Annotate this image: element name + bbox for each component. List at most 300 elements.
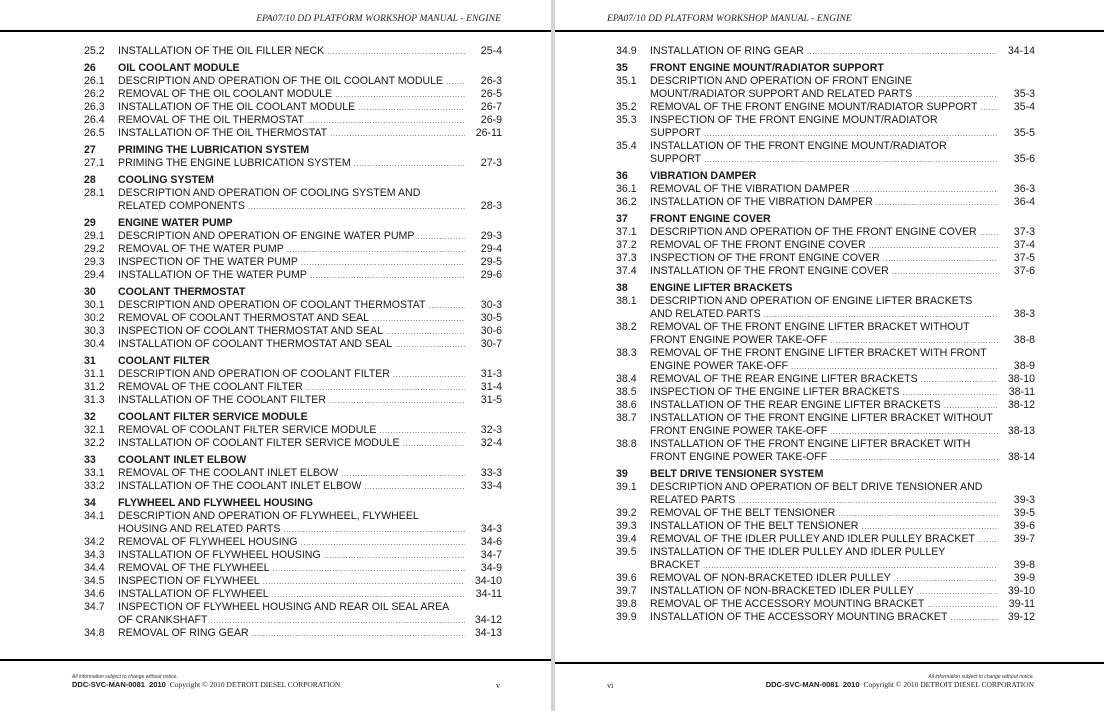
doc-year: 2010 (149, 680, 166, 689)
entry-number: 26.2 (84, 88, 105, 100)
entry-number: 34.8 (84, 627, 105, 639)
dot-leader (301, 536, 465, 549)
dot-leader (703, 559, 998, 572)
entry-page: 34-12 (474, 614, 502, 626)
dot-leader (978, 533, 998, 546)
toc-section-heading[interactable] (84, 62, 502, 75)
toc-entry[interactable] (84, 627, 502, 640)
entry-number: 38.8 (616, 438, 637, 450)
entry-title: REMOVAL OF THE OIL THERMOSTAT (118, 114, 304, 126)
entry-number: 34.2 (84, 536, 105, 548)
entry-page: 35-5 (1013, 127, 1035, 139)
entry-page: 26-9 (480, 114, 502, 126)
toc-entry[interactable] (84, 88, 502, 101)
entry-page: 28-3 (480, 200, 502, 212)
entry-number: 36.2 (616, 196, 637, 208)
section-number: 35 (616, 62, 628, 74)
entry-page: 38-11 (1008, 386, 1035, 398)
entry-title: HOUSING AND RELATED PARTS (118, 523, 281, 535)
entry-title: REMOVAL OF COOLANT FILTER SERVICE MODULE (118, 424, 377, 436)
entry-title: DESCRIPTION AND OPERATION OF COOLANT THERMOSTAT (118, 299, 426, 311)
entry-title: INSTALLATION OF THE OIL COOLANT MODULE (118, 101, 356, 113)
dot-leader (306, 381, 465, 394)
dot-leader (272, 562, 465, 575)
entry-number: 32.2 (84, 437, 105, 449)
copyright: Copyright © 2010 DETROIT DIESEL CORPORATION (169, 680, 341, 689)
dot-leader (869, 239, 998, 252)
dot-leader (830, 451, 998, 464)
dot-leader (395, 338, 465, 351)
toc-entry[interactable] (84, 562, 502, 575)
toc-entry[interactable] (616, 507, 1035, 520)
section-number: 33 (84, 454, 96, 466)
entry-page: 30-6 (480, 325, 502, 337)
toc-entry[interactable] (616, 520, 1035, 533)
dot-leader (386, 325, 465, 338)
entry-number: 38.6 (616, 399, 637, 411)
entry-title: REMOVAL OF THE OIL COOLANT MODULE (118, 88, 333, 100)
entry-title: INSTALLATION OF THE WATER PUMP (118, 269, 307, 281)
section-title: FRONT ENGINE MOUNT/RADIATOR SUPPORT (650, 62, 884, 74)
entry-number: 38.5 (616, 386, 637, 398)
entry-page: 35-4 (1013, 101, 1035, 113)
entry-title: INSTALLATION OF COOLANT FILTER SERVICE MODULE (118, 437, 400, 449)
entry-title: REMOVAL OF THE BELT TENSIONER (650, 507, 836, 519)
toc-section-heading[interactable] (84, 454, 502, 467)
entry-number: 29.3 (84, 256, 105, 268)
toc-entry[interactable] (616, 295, 1035, 321)
entry-title: INSPECTION OF THE FRONT ENGINE MOUNT/RADIATOR (650, 114, 938, 126)
toc-entry[interactable] (616, 533, 1035, 546)
entry-title: INSTALLATION OF FLYWHEEL HOUSING (118, 549, 321, 561)
toc-section-heading[interactable] (616, 213, 1035, 226)
entry-title: REMOVAL OF THE VIBRATION DAMPER (650, 183, 850, 195)
entry-number: 33.2 (84, 480, 105, 492)
entry-title: INSPECTION OF THE WATER PUMP (118, 256, 298, 268)
entry-title: REMOVAL OF THE COOLANT INLET ELBOW (118, 467, 339, 479)
toc-entry[interactable] (616, 226, 1035, 239)
entry-page: 38-3 (1013, 308, 1035, 320)
entry-page: 37-4 (1013, 239, 1035, 251)
entry-number: 37.2 (616, 239, 637, 251)
entry-title: MOUNT/RADIATOR SUPPORT AND RELATED PARTS (650, 88, 913, 100)
page-left (0, 0, 551, 711)
entry-number: 27.1 (84, 157, 105, 169)
dot-leader (393, 368, 465, 381)
entry-number: 34.4 (84, 562, 105, 574)
entry-page: 27-3 (480, 157, 502, 169)
entry-title: REMOVAL OF THE COOLANT FILTER (118, 381, 303, 393)
entry-page: 37-3 (1013, 226, 1035, 238)
dot-leader (791, 360, 998, 373)
entry-title: DESCRIPTION AND OPERATION OF THE OIL COOLANT MODULE (118, 75, 444, 87)
toc-entry[interactable] (84, 381, 502, 394)
toc-entry[interactable] (84, 243, 502, 256)
entry-page: 35-6 (1013, 153, 1035, 165)
entry-title: INSTALLATION OF THE REAR ENGINE LIFTER BRACKETS (650, 399, 941, 411)
entry-number: 31.2 (84, 381, 105, 393)
toc-entry[interactable] (616, 321, 1035, 347)
section-title: BELT DRIVE TENSIONER SYSTEM (650, 468, 824, 480)
dot-leader (704, 153, 998, 166)
dot-leader (428, 299, 465, 312)
page-number: vi (607, 681, 614, 690)
entry-title: REMOVAL OF THE FRONT ENGINE LIFTER BRACKET WITH FRONT (650, 347, 987, 359)
footer-notice: All information subject to change without notice. (72, 674, 178, 680)
entry-title: DESCRIPTION AND OPERATION OF THE FRONT ENGINE COVER (650, 226, 977, 238)
entry-number: 34.3 (84, 549, 105, 561)
toc-section-heading[interactable] (84, 174, 502, 187)
dot-leader (876, 196, 998, 209)
entry-number: 35.2 (616, 101, 637, 113)
toc-entry[interactable] (616, 546, 1035, 572)
section-title: COOLANT FILTER (118, 355, 210, 367)
entry-title: INSPECTION OF COOLANT THERMOSTAT AND SEAL (118, 325, 384, 337)
entry-page: 39-8 (1013, 559, 1035, 571)
entry-number: 35.4 (616, 140, 637, 152)
entry-page: 38-13 (1007, 425, 1035, 437)
section-title: FLYWHEEL AND FLYWHEEL HOUSING (118, 497, 314, 509)
entry-page: 34-3 (480, 523, 502, 535)
toc-entry[interactable] (616, 585, 1035, 598)
entry-title: FRONT ENGINE POWER TAKE-OFF (650, 425, 828, 437)
toc-entry[interactable] (84, 75, 502, 88)
entry-page: 35-3 (1013, 88, 1035, 100)
toc-list (84, 45, 502, 640)
entry-title: RELATED COMPONENTS (118, 200, 245, 212)
entry-number: 39.5 (616, 546, 637, 558)
toc-entry[interactable] (84, 588, 502, 601)
toc-entry[interactable] (84, 437, 502, 450)
entry-title: INSTALLATION OF THE FRONT ENGINE MOUNT/RADIATOR (650, 140, 947, 152)
toc-section-heading[interactable] (84, 411, 502, 424)
dot-leader (301, 256, 465, 269)
toc-entry[interactable] (84, 394, 502, 407)
toc-entry[interactable] (616, 598, 1035, 611)
entry-number: 34.9 (616, 45, 637, 57)
section-number: 30 (84, 286, 96, 298)
entry-number: 26.1 (84, 75, 105, 87)
dot-leader (921, 373, 998, 386)
entry-number: 39.6 (616, 572, 637, 584)
dot-leader (354, 157, 465, 170)
entry-title: INSPECTION OF FLYWHEEL (118, 575, 260, 587)
section-number: 38 (616, 282, 628, 294)
entry-title: PRIMING THE ENGINE LUBRICATION SYSTEM (118, 157, 351, 169)
toc-entry[interactable] (84, 325, 502, 338)
dot-leader (335, 88, 465, 101)
entry-title: REMOVAL OF THE ACCESSORY MOUNTING BRACKET (650, 598, 925, 610)
entry-page: 29-3 (480, 230, 502, 242)
toc-entry[interactable] (84, 312, 502, 325)
entry-title: SUPPORT (650, 127, 702, 139)
entry-number: 25.2 (84, 45, 105, 57)
entry-number: 29.2 (84, 243, 105, 255)
entry-page: 34-14 (1007, 45, 1035, 57)
dot-leader (341, 467, 465, 480)
entry-page: 38-14 (1007, 451, 1035, 463)
toc-section-heading[interactable] (616, 62, 1035, 75)
footer-line (72, 680, 340, 689)
toc-entry[interactable] (84, 127, 502, 140)
entry-number: 39.8 (616, 598, 637, 610)
dot-leader (324, 549, 465, 562)
dot-leader (263, 575, 465, 588)
entry-page: 33-4 (480, 480, 502, 492)
entry-number: 39.3 (616, 520, 637, 532)
dot-leader (307, 114, 465, 127)
section-number: 37 (616, 213, 628, 225)
entry-number: 38.4 (616, 373, 637, 385)
entry-title: AND RELATED PARTS (650, 308, 761, 320)
entry-page: 26-7 (480, 101, 502, 113)
section-title: COOLING SYSTEM (118, 174, 214, 186)
entry-title: INSTALLATION OF THE COOLANT INLET ELBOW (118, 480, 362, 492)
toc-entry[interactable] (84, 424, 502, 437)
entry-page: 29-5 (480, 256, 502, 268)
entry-number: 30.3 (84, 325, 105, 337)
entry-page: 39-6 (1013, 520, 1035, 532)
toc-entry[interactable] (616, 438, 1035, 464)
entry-title: DESCRIPTION AND OPERATION OF COOLING SYSTEM AND (118, 187, 421, 199)
dot-leader (364, 480, 465, 493)
entry-page: 31-4 (480, 381, 502, 393)
toc-entry[interactable] (84, 368, 502, 381)
header-rule (555, 30, 1104, 32)
dot-leader (252, 627, 465, 640)
toc-entry[interactable] (616, 481, 1035, 507)
entry-title: REMOVAL OF RING GEAR (118, 627, 249, 639)
dot-leader (403, 437, 465, 450)
toc-entry[interactable] (616, 412, 1035, 438)
entry-title: FRONT ENGINE POWER TAKE-OFF (650, 334, 828, 346)
footer-notice: All information subject to change without notice. (928, 674, 1034, 680)
section-title: OIL COOLANT MODULE (118, 62, 240, 74)
toc-entry[interactable] (84, 549, 502, 562)
entry-page: 29-6 (480, 269, 502, 281)
section-number: 34 (84, 497, 96, 509)
toc-entry[interactable] (84, 45, 502, 58)
dot-leader (915, 88, 998, 101)
entry-number: 38.7 (616, 412, 637, 424)
toc-entry[interactable] (616, 114, 1035, 140)
toc-entry[interactable] (84, 467, 502, 480)
dot-leader (894, 572, 998, 585)
entry-page: 38-9 (1013, 360, 1035, 372)
entry-number: 39.1 (616, 481, 637, 493)
entry-title: INSTALLATION OF THE ACCESSORY MOUNTING BRACKET (650, 611, 948, 623)
toc-entry[interactable] (84, 480, 502, 493)
toc-entry[interactable] (84, 601, 502, 627)
entry-page: 31-3 (480, 368, 502, 380)
entry-page: 30-3 (480, 299, 502, 311)
toc-entry[interactable] (616, 386, 1035, 399)
entry-page: 39-5 (1013, 507, 1035, 519)
toc-entry[interactable] (84, 256, 502, 269)
dot-leader (861, 520, 998, 533)
dot-leader (210, 614, 465, 627)
entry-number: 29.1 (84, 230, 105, 242)
dot-leader (329, 394, 465, 407)
toc-section-heading[interactable] (616, 282, 1035, 295)
toc-entry[interactable] (84, 269, 502, 282)
entry-page: 26-5 (480, 88, 502, 100)
dot-leader (892, 265, 998, 278)
entry-number: 31.3 (84, 394, 105, 406)
entry-title: INSTALLATION OF COOLANT THERMOSTAT AND SEAL (118, 338, 393, 350)
running-header: EPA07/10 DD PLATFORM WORKSHOP MANUAL - ENGINE (607, 14, 852, 24)
page-footer (72, 674, 340, 689)
running-header: EPA07/10 DD PLATFORM WORKSHOP MANUAL - ENGINE (256, 14, 501, 24)
entry-page: 37-5 (1013, 252, 1035, 264)
entry-page: 26-11 (475, 127, 502, 139)
entry-number: 39.2 (616, 507, 637, 519)
section-title: ENGINE WATER PUMP (118, 217, 233, 229)
toc-section-heading[interactable] (616, 170, 1035, 183)
toc-section-heading[interactable] (84, 355, 502, 368)
toc-entry[interactable] (84, 299, 502, 312)
toc-entry[interactable] (616, 399, 1035, 412)
toc-entry[interactable] (616, 347, 1035, 373)
entry-title: SUPPORT (650, 153, 702, 165)
page-right (555, 0, 1104, 711)
toc-entry[interactable] (84, 114, 502, 127)
entry-title: REMOVAL OF THE IDLER PULLEY AND IDLER PULLEY BRACKET (650, 533, 975, 545)
dot-leader (310, 269, 465, 282)
entry-title: INSPECTION OF THE FRONT ENGINE COVER (650, 252, 880, 264)
toc-entry[interactable] (84, 536, 502, 549)
toc-section-heading[interactable] (84, 217, 502, 230)
dot-leader (330, 127, 465, 140)
toc-entry[interactable] (84, 575, 502, 588)
section-title: COOLANT THERMOSTAT (118, 286, 246, 298)
entry-page: 34-11 (475, 588, 502, 600)
doc-year: 2010 (842, 680, 860, 689)
entry-title: INSTALLATION OF THE FRONT ENGINE COVER (650, 265, 889, 277)
dot-leader (372, 312, 465, 325)
toc-entry[interactable] (616, 572, 1035, 585)
entry-title: REMOVAL OF THE FRONT ENGINE COVER (650, 239, 866, 251)
dot-leader (283, 523, 465, 536)
entry-title: INSTALLATION OF THE VIBRATION DAMPER (650, 196, 873, 208)
entry-title: REMOVAL OF THE FLYWHEEL (118, 562, 270, 574)
toc-section-heading[interactable] (84, 286, 502, 299)
toc-entry[interactable] (84, 101, 502, 114)
section-number: 28 (84, 174, 96, 186)
dot-leader (287, 243, 465, 256)
toc-entry[interactable] (84, 338, 502, 351)
entry-number: 26.4 (84, 114, 105, 126)
section-number: 32 (84, 411, 96, 423)
entry-title: DESCRIPTION AND OPERATION OF BELT DRIVE TENSIONER AND (650, 481, 983, 493)
toc-entry[interactable] (84, 157, 502, 170)
dot-leader (838, 507, 998, 520)
entry-title: ENGINE POWER TAKE-OFF (650, 360, 788, 372)
section-number: 29 (84, 217, 96, 229)
entry-title: REMOVAL OF NON-BRACKETED IDLER PULLEY (650, 572, 891, 584)
entry-title: REMOVAL OF COOLANT THERMOSTAT AND SEAL (118, 312, 369, 324)
entry-title: DESCRIPTION AND OPERATION OF FRONT ENGINE (650, 75, 913, 87)
toc-entry[interactable] (616, 75, 1035, 101)
toc-entry[interactable] (84, 187, 502, 213)
entry-page: 30-7 (480, 338, 502, 350)
entry-number: 32.1 (84, 424, 105, 436)
section-number: 39 (616, 468, 628, 480)
entry-page: 33-3 (480, 467, 502, 479)
entry-page: 38-8 (1013, 334, 1035, 346)
toc-entry[interactable] (616, 140, 1035, 166)
entry-number: 37.1 (616, 226, 637, 238)
entry-title: INSTALLATION OF THE OIL FILLER NECK (118, 45, 325, 57)
dot-leader (980, 101, 998, 114)
entry-title: DESCRIPTION AND OPERATION OF ENGINE WATER PUMP (118, 230, 415, 242)
entry-number: 29.4 (84, 269, 105, 281)
entry-number: 34.6 (84, 588, 105, 600)
toc-entry[interactable] (616, 45, 1035, 58)
dot-leader (980, 226, 998, 239)
toc-entry[interactable] (616, 265, 1035, 278)
footer-rule (555, 662, 1104, 664)
entry-page: 39-10 (1007, 585, 1035, 597)
entry-title: INSTALLATION OF THE IDLER PULLEY AND IDLER PULLEY (650, 546, 946, 558)
dot-leader (830, 334, 998, 347)
entry-title: REMOVAL OF THE FRONT ENGINE MOUNT/RADIATOR SUPPORT (650, 101, 978, 113)
entry-title: INSTALLATION OF THE FRONT ENGINE LIFTER BRACKET WITH (650, 438, 971, 450)
toc-entry[interactable] (616, 373, 1035, 386)
dot-leader (764, 308, 998, 321)
entry-title: INSTALLATION OF THE FRONT ENGINE LIFTER BRACKET WITHOUT (650, 412, 993, 424)
toc-entry[interactable] (84, 230, 502, 243)
entry-title: DESCRIPTION AND OPERATION OF COOLANT FILTER (118, 368, 390, 380)
entry-page: 34-6 (480, 536, 502, 548)
entry-page: 34-13 (474, 627, 502, 639)
toc-entry[interactable] (616, 101, 1035, 114)
toc-entry[interactable] (616, 611, 1035, 624)
entry-title: INSTALLATION OF THE OIL THERMOSTAT (118, 127, 328, 139)
entry-title: DESCRIPTION AND OPERATION OF FLYWHEEL, FLYWHEEL (118, 510, 419, 522)
entry-number: 34.1 (84, 510, 105, 522)
footer-line (766, 680, 1034, 689)
entry-number: 39.7 (616, 585, 637, 597)
toc-entry[interactable] (616, 239, 1035, 252)
dot-leader (248, 200, 465, 213)
toc-entry[interactable] (616, 252, 1035, 265)
entry-number: 35.3 (616, 114, 637, 126)
entry-number: 26.5 (84, 127, 105, 139)
toc-entry[interactable] (616, 183, 1035, 196)
entry-title: INSPECTION OF FLYWHEEL HOUSING AND REAR OIL SEAL AREA (118, 601, 450, 613)
entry-number: 26.3 (84, 101, 105, 113)
dot-leader (917, 585, 998, 598)
entry-number: 37.4 (616, 265, 637, 277)
entry-page: 25-4 (480, 45, 502, 57)
entry-number: 31.1 (84, 368, 105, 380)
toc-entry[interactable] (84, 510, 502, 536)
toc-section-heading[interactable] (616, 468, 1035, 481)
entry-number: 30.2 (84, 312, 105, 324)
toc-section-heading[interactable] (84, 144, 502, 157)
doc-code: DDC-SVC-MAN-0081 (765, 680, 839, 689)
dot-leader (830, 425, 998, 438)
entry-number: 30.4 (84, 338, 105, 350)
section-title: COOLANT FILTER SERVICE MODULE (118, 411, 308, 423)
entry-page: 39-7 (1013, 533, 1035, 545)
toc-entry[interactable] (616, 196, 1035, 209)
section-number: 31 (84, 355, 96, 367)
toc-section-heading[interactable] (84, 497, 502, 510)
entry-page: 39-9 (1013, 572, 1035, 584)
entry-title: INSTALLATION OF THE COOLANT FILTER (118, 394, 326, 406)
